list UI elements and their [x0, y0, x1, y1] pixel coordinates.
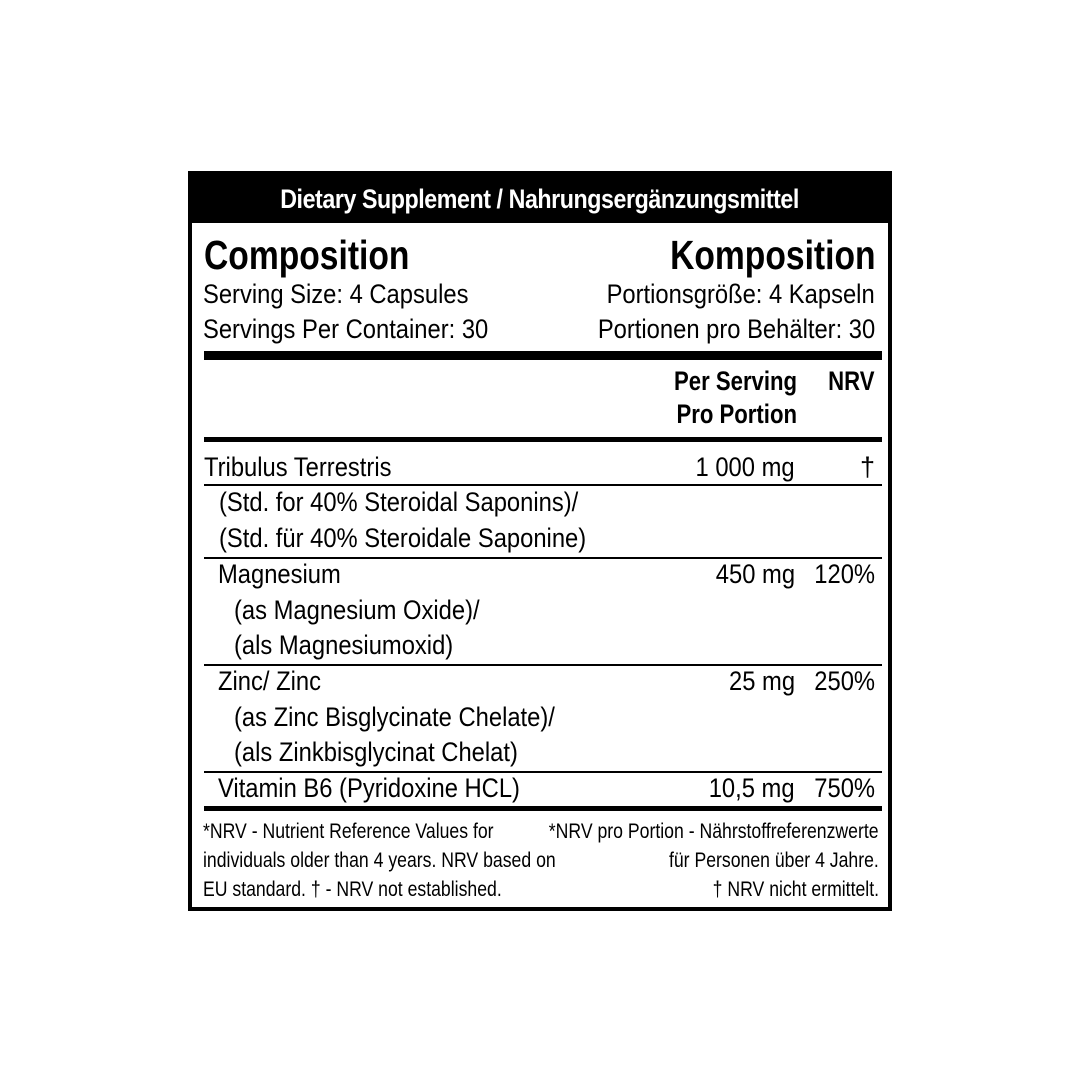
footnote-de-line: für Personen über 4 Jahre. [669, 849, 879, 872]
ingredient-detail: (als Zinkbisglycinat Chelat) [234, 737, 518, 767]
ingredient-name: Tribulus Terrestris [204, 452, 392, 482]
ingredient-nrv: 120% [814, 559, 875, 589]
ingredient-amount: 25 mg [728, 666, 795, 696]
thick-divider [204, 351, 882, 360]
servings-per-container-de: Portionen pro Behälter: 30 [597, 314, 875, 344]
serving-size-en: Serving Size: 4 Capsules [203, 279, 469, 309]
label-header-title: Dietary Supplement / Nahrungsergänzungsmittel [280, 183, 800, 214]
servings-per-container-en: Servings Per Container: 30 [203, 314, 489, 344]
ingredient-detail: (as Zinc Bisglycinate Chelate)/ [234, 702, 555, 732]
column-header-per-serving: Per Serving [673, 366, 797, 396]
footer-divider [204, 806, 882, 811]
footnote-de-line: † NRV nicht ermittelt. [712, 878, 879, 901]
ingredient-amount: 10,5 mg [709, 773, 795, 803]
ingredient-name: Zinc/ Zinc [218, 666, 321, 696]
ingredient-detail: (als Magnesiumoxid) [234, 630, 454, 660]
composition-title-de: Komposition [670, 232, 876, 278]
footnote-en-line: EU standard. † - NRV not established. [203, 878, 502, 901]
ingredient-amount: 1 000 mg [695, 452, 795, 482]
footnote-en-line: *NRV - Nutrient Reference Values for [203, 820, 494, 843]
ingredient-nrv: 750% [814, 773, 875, 803]
serving-size-de: Portionsgröße: 4 Kapseln [606, 279, 875, 309]
ingredient-detail: (Std. für 40% Steroidale Saponine) [219, 523, 587, 553]
header-divider [204, 437, 882, 442]
column-header-pro-portion: Pro Portion [676, 399, 797, 429]
composition-title-en: Composition [204, 232, 410, 278]
ingredient-nrv: † [859, 452, 875, 482]
ingredient-name: Magnesium [218, 559, 341, 589]
footnote-de-line: *NRV pro Portion - Nährstoffreferenzwerte [549, 820, 879, 843]
ingredient-detail: (as Magnesium Oxide)/ [234, 595, 480, 625]
ingredient-name: Vitamin B6 (Pyridoxine HCL) [218, 773, 520, 803]
column-header-nrv: NRV [828, 366, 875, 396]
ingredient-nrv: 250% [814, 666, 875, 696]
label-header-bar [192, 175, 888, 223]
footnote-en-line: individuals older than 4 years. NRV based on [203, 849, 556, 872]
supplement-facts-label [188, 171, 892, 911]
ingredient-amount: 450 mg [715, 559, 795, 589]
ingredient-detail: (Std. for 40% Steroidal Saponins)/ [219, 487, 579, 517]
